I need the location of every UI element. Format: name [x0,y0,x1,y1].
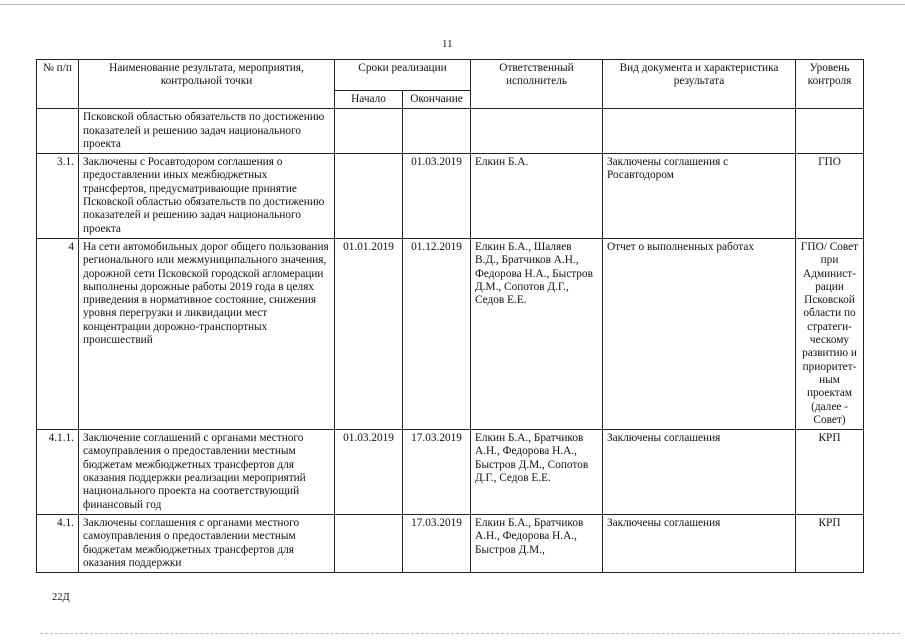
cell-num: 3.1. [37,154,79,239]
cell-responsible: Елкин Б.А., Братчиков А.Н., Федорова Н.А., Быстров Д.М., Сопотов Д.Г., Седов Е.Е. [471,430,603,515]
cell-end: 17.03.2019 [403,430,471,515]
cell-start: 01.03.2019 [335,430,403,515]
cell-level: ГПО [796,154,864,239]
page-number: 11 [442,38,453,50]
cell-name: Заключены соглашения с органами местного самоуправления о предоставлении местным бюджетам межбюджетных трансфертов для оказания поддержки [79,514,335,572]
cell-doc: Заключены соглашения с Росавтодором [603,154,796,239]
cell-doc: Заключены соглашения [603,514,796,572]
table-row [37,514,864,572]
cell-name: На сети автомобильных дорог общего пользования регионального или межмуниципального значения, дорожной сети Псковской городской агломерации выполнены дорожные работы 2019 года в целях приведения в нормативное состояние, снижения уровня перегрузки и ликвидации мест концентрации дорожно-транспортных происшествий [79,238,335,429]
header-end: Окончание [403,91,471,109]
table-row [37,154,864,239]
table-row [37,430,864,515]
cell-level: КРП [796,430,864,515]
scan-edge-bottom [40,633,900,634]
cell-start [335,109,403,154]
cell-num: 4.1.1. [37,430,79,515]
cell-responsible: Елкин Б.А., Шаляев В.Д., Братчиков А.Н., Федорова Н.А., Быстров Д.М., Сопотов Д.Г., Седов Е.Е. [471,238,603,429]
scan-edge-top [0,4,905,5]
header-responsible: Ответственный исполнитель [471,60,603,109]
cell-num: 4.1. [37,514,79,572]
cell-end: 01.12.2019 [403,238,471,429]
cell-level: ГПО/ Совет при Админист-рации Псковской области по стратеги-ческому развитию и приоритет-ным проектам (далее - Совет) [796,238,864,429]
cell-start [335,514,403,572]
document-code: 22Д [52,592,70,603]
plan-table [36,59,864,573]
header-terms: Сроки реализации [335,60,471,91]
cell-num: 4 [37,238,79,429]
cell-start [335,154,403,239]
header-start: Начало [335,91,403,109]
cell-responsible: Елкин Б.А., Братчиков А.Н., Федорова Н.А., Быстров Д.М., [471,514,603,572]
cell-end: 01.03.2019 [403,154,471,239]
cell-level: КРП [796,514,864,572]
cell-start: 01.01.2019 [335,238,403,429]
cell-doc: Заключены соглашения [603,430,796,515]
cell-doc: Отчет о выполненных работах [603,238,796,429]
header-row [37,60,864,91]
cell-num [37,109,79,154]
cell-level [796,109,864,154]
header-doc: Вид документа и характеристика результата [603,60,796,109]
header-num: № п/п [37,60,79,109]
cell-responsible [471,109,603,154]
cell-end [403,109,471,154]
cell-responsible: Елкин Б.А. [471,154,603,239]
cell-doc [603,109,796,154]
header-level: Уровень контроля [796,60,864,109]
table-row [37,109,864,154]
cell-end: 17.03.2019 [403,514,471,572]
header-name: Наименование результата, мероприятия, контрольной точки [79,60,335,109]
cell-name: Заключены с Росавтодором соглашения о предоставлении иных межбюджетных трансфертов, предусматривающие принятие Псковской областью обязательств по достижению показателей и решению задач национального проекта [79,154,335,239]
cell-name: Заключение соглашений с органами местного самоуправления о предоставлении местным бюджетам межбюджетных трансфертов для оказания поддержки реализации мероприятий национального проекта на соответствующий финансовый год [79,430,335,515]
cell-name: Псковской областью обязательств по достижению показателей и решению задач национального проекта [79,109,335,154]
table-row [37,238,864,429]
